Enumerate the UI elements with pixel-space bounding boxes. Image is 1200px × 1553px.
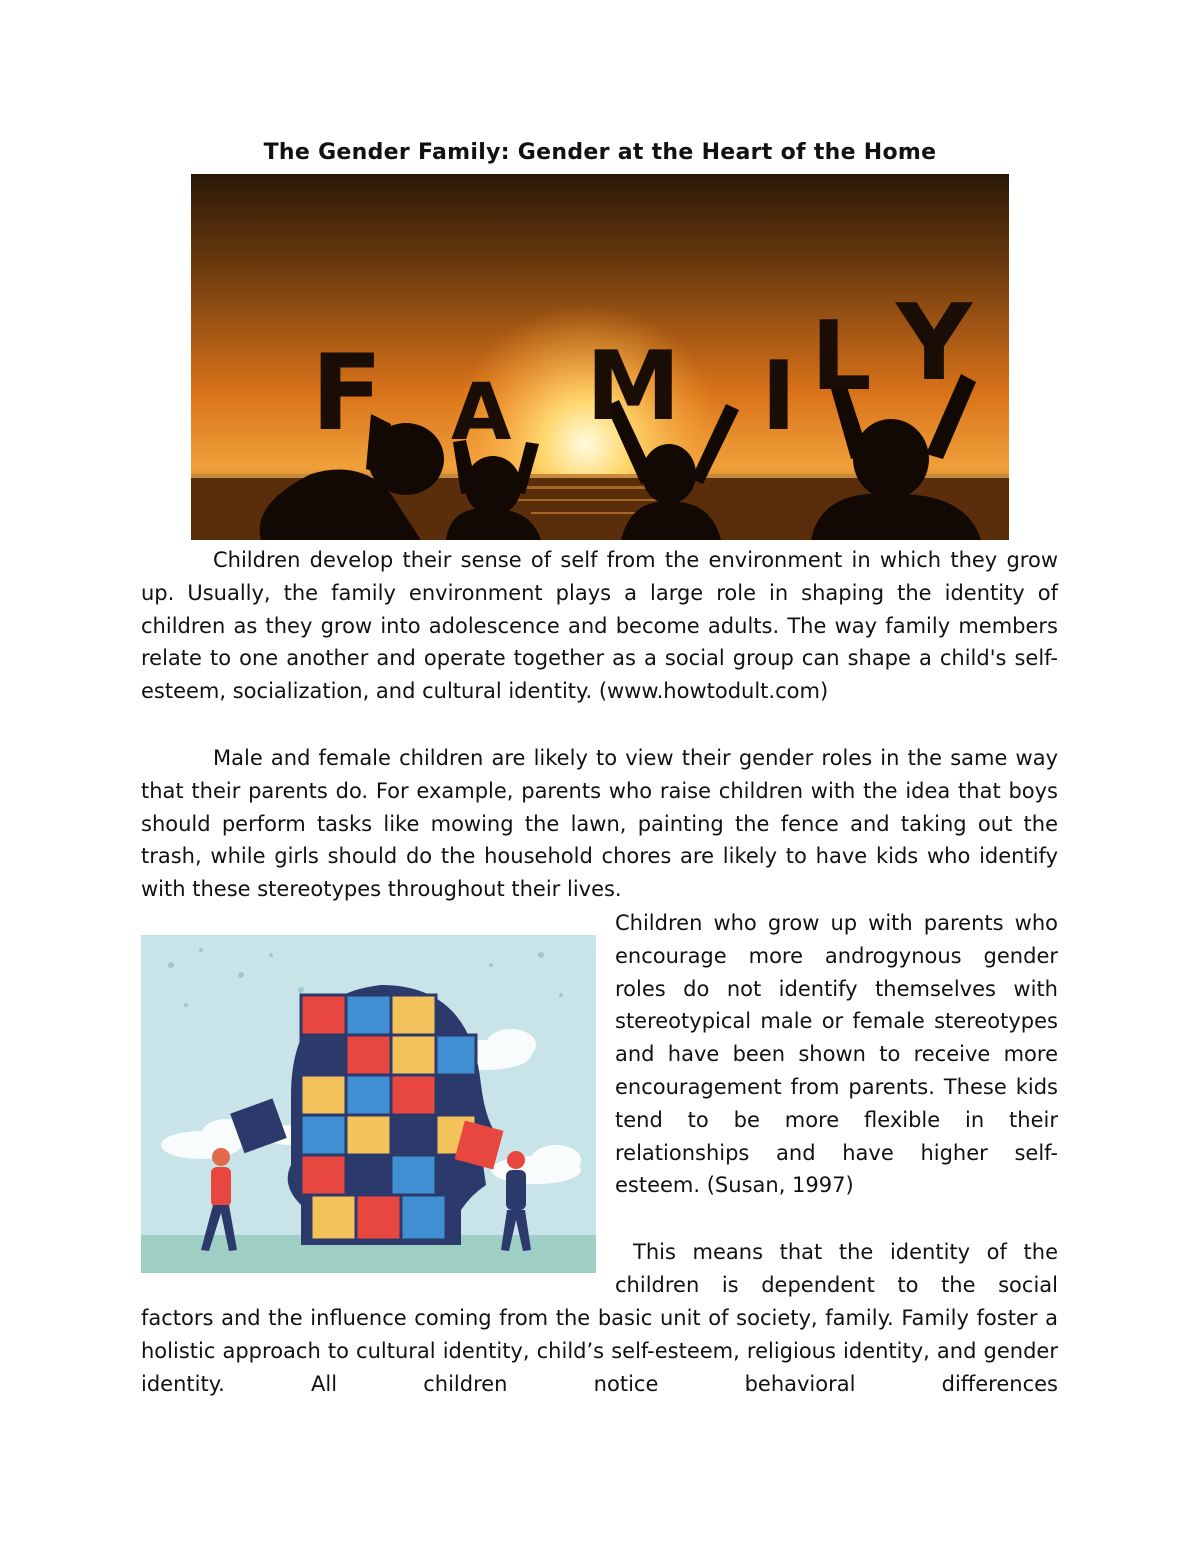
letter-l: L — [811, 302, 872, 412]
puzzle-head-illustration — [141, 935, 596, 1273]
paragraph-1: Children develop their sense of self from the environment in which they grow up. Usually, the family environment plays a large role in shaping the identity of children as they grow into adolescence and become adults. The way family members relate to one another and operate together as a social group can shape a child's self-esteem, socialization, and cultural identity. (www.howtodult.com) — [141, 548, 1058, 704]
letter-m: M — [586, 332, 681, 442]
letter-i: I — [761, 342, 797, 452]
letter-a: A — [451, 368, 512, 458]
paragraph-2: Male and female children are likely to view their gender roles in the same way that their parents do. For example, parents who raise children with the idea that boys should perform tasks like mowing the lawn, painting the fence and taking out the trash, while girls should do the household chores are likely to have kids who identify with these stereotypes throughout their lives. — [141, 746, 1058, 902]
family-sunset-image — [191, 174, 1009, 540]
paragraph-4-continuation: factors and the influence coming from the basic unit of society, family. Family foster a holistic approach to cultural identity, child’s self-esteem, religious identity, and gender identity. All children notice behavioral differences — [141, 1306, 1058, 1396]
paragraph-3: Children who grow up with parents who encourage more androgynous gender roles do not identify themselves with stereotypical male or female stereotypes and have been shown to receive more encouragement from parents. These kids tend to be more flexible in their relationships and have higher self-esteem. (Susan, 1997) — [615, 911, 1058, 1198]
letter-f: F — [311, 332, 383, 454]
page-title: The Gender Family: Gender at the Heart of the Home — [263, 140, 937, 165]
paragraph-4-start: This means that the identity of the children is dependent to the social — [615, 1240, 1058, 1297]
letter-y: Y — [896, 282, 973, 404]
